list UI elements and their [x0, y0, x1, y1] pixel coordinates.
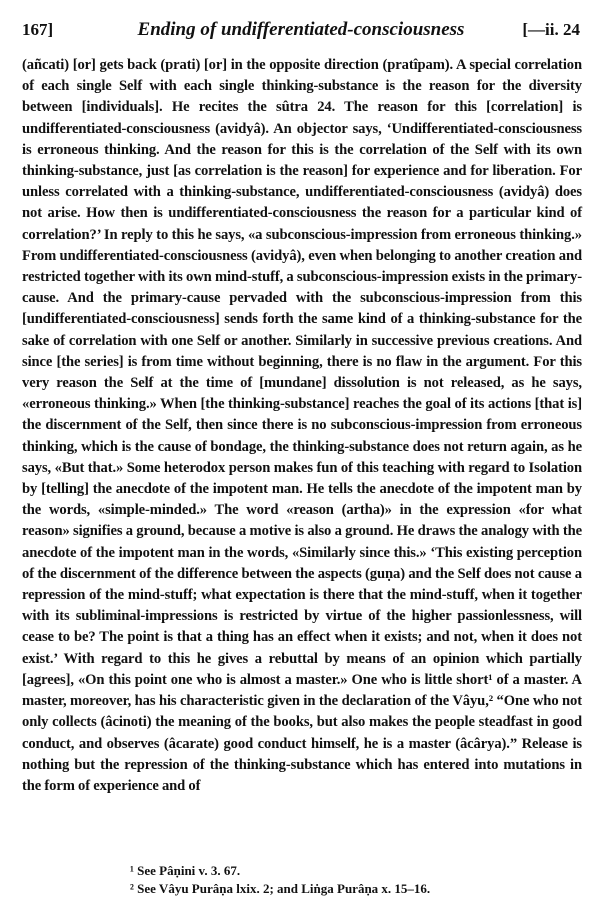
body-paragraph: (añcati) [or] gets back (prati) [or] in the opposite direction (pratîpam). A special correlation of each single Self with each single thinking-substance is the reason for the diversity between [individuals]. He recites the sûtra 24. The reason for this [correlation] is undifferentiated-consciousness (avidyâ). An objector says, ‘Undifferentiated-consciousness is erroneous thinking. And the reason for this is the correlation of the Self with its own thinking-substance, just [as correlation is the reason] for experience and for liberation. For unless correlated with a thinking-substance, undifferentiated-consciousness (avidyâ) does not arise. How then is undifferentiated-consciousness the reason for a particular kind of correlation?’ In reply to this he says, «a subconscious-impression from erroneous thinking.» From undifferentiated-consciousness (avidyâ), even when belonging to another creation and restricted together with its own mind-stuff, a subconscious-impression exists in the primary-cause. And the primary-cause pervaded with the subconscious-impression from this [undifferentiated-consciousness] sends forth the same kind of a thinking-substance for the sake of correlation with one Self or another. Similarly in successive previous creations. And since [the series] is from time without beginning, there is no flaw in the argument. For this very reason the Self at the time of [mundane] dissolution is not released, as he says, «erroneous thinking.» When [the thinking-substance] reaches the goal of its actions [that is] the discernment of the Self, then since there is no subconscious-impression from erroneous thinking, which is the cause of bondage, the thinking-substance does not return again, as he says, «But that.» Some heterodox person makes fun of this teaching with regard to Isolation by [telling] the anecdote of the impotent man. He tells the anecdote of the impotent man by the words, «simple-minded.» The word «reason (artha)» in the expression «for what reason» signifies a ground, because a motive is also a ground. He draws the analogy with the anecdote of the impotent man in the words, «Similarly since this.» ‘This existing perception of the discernment of the difference between the aspects (guṇa) and the Self does not cause a repression of the mind-stuff; what expectation is there that the mind-stuff, when it together with its subliminal-impressions is restricted by virtue of the higher passionlessness, will cease to be? The point is that a thing has an effect when it exists; and not, when it does not exist.’ With regard to this he gives a rebuttal by means of an opinion which partially [agrees], «On this point one who is almost a master.» One who is little short¹ of a master. A master, moreover, has his characteristic given in the declaration of the Vâyu,² “One who not only collects (âcinoti) the meaning of the books, but also makes the people steadfast in good conduct, and observes (âcarate) good conduct himself, he is a master (âcârya).” Release is nothing but the repression of the thinking-substance which has entered into mutations in the form of experience and of: [22, 57, 582, 794]
running-head: [22, 20, 580, 44]
chapter-title: Ending of undifferentiated-consciousness: [137, 19, 465, 40]
footnote-2: ² See Vâyu Purâṇa lxix. 2; and Liṅga Purâṇa x. 15–16.: [130, 881, 431, 896]
commentary-text: [22, 55, 582, 797]
footnotes: [130, 862, 570, 898]
footnote-1: ¹ See Pâṇini v. 3. 67.: [130, 863, 241, 878]
page-number: 167]: [22, 20, 54, 39]
sutra-reference: [—ii. 24: [522, 20, 580, 39]
